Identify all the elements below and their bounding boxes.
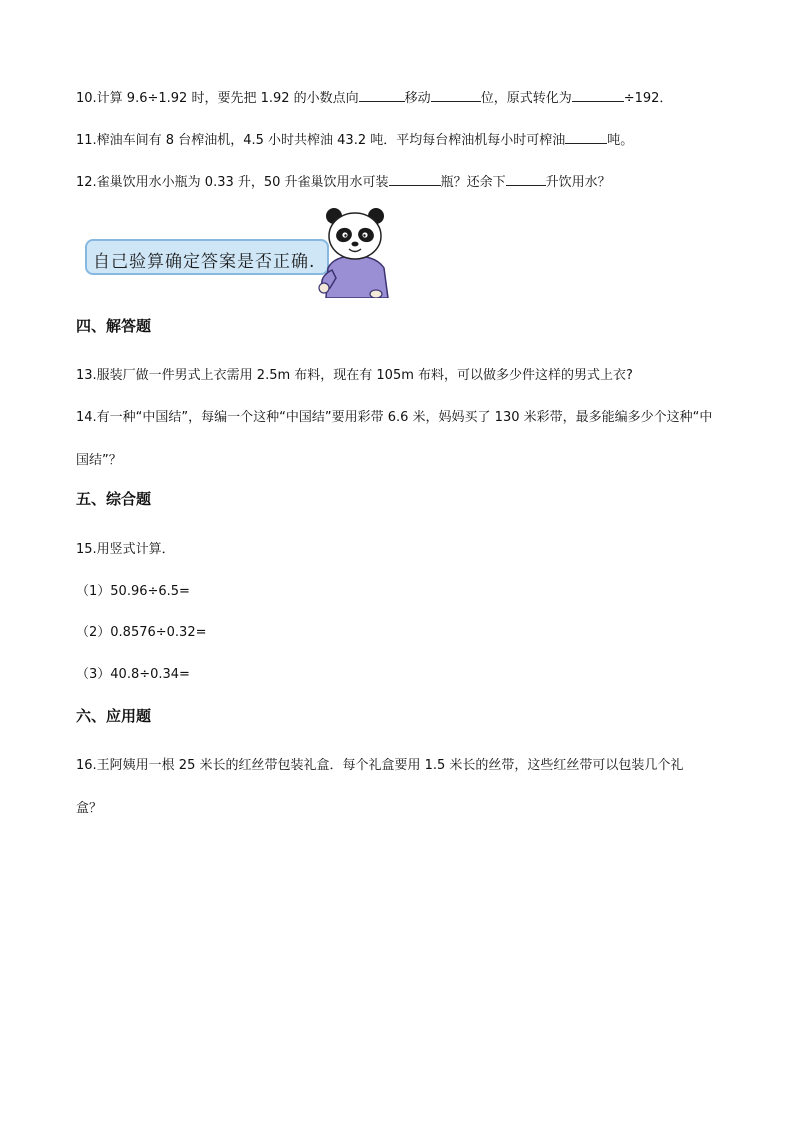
question-16-line-2: 盒？	[76, 801, 103, 816]
question-15-item-1: （1）50.96÷6.5=	[76, 584, 190, 599]
q10-text-4: ÷192．	[623, 91, 673, 106]
section-heading-5: 五、综合题	[76, 490, 152, 508]
question-14-line-2: 国结”？	[76, 453, 122, 468]
question-10	[76, 89, 672, 107]
tip-bubble	[85, 239, 329, 275]
section-heading-6: 六、应用题	[76, 707, 152, 725]
question-15-item-2: （2）0.8576÷0.32=	[76, 625, 207, 640]
tip-text: 自己验算确定答案是否正确.	[93, 252, 316, 272]
q12-text-3: 升饮用水？	[545, 175, 611, 190]
q11-blank-1[interactable]	[565, 131, 607, 144]
q10-text-2: 移动	[404, 91, 431, 106]
question-14-line-1: 14.有一种“中国结”，每编一个这种“中国结”要用彩带 6.6 米，妈妈买了 130 米彩带，最多能编多少个这种“中	[76, 410, 713, 425]
question-16-line-1: 16.王阿姨用一根 25 米长的红丝带包装礼盒．每个礼盒要用 1.5 米长的丝带，这些红丝带可以包装几个礼	[76, 758, 684, 773]
q10-text-3: 位，原式转化为	[480, 91, 572, 106]
q10-text-1: 10.计算 9.6÷1.92 时，要先把 1.92 的小数点向	[76, 91, 359, 106]
q11-text-2: 吨。	[607, 133, 634, 148]
q12-blank-1[interactable]	[389, 173, 441, 186]
section-heading-4: 四、解答题	[76, 317, 152, 335]
question-13: 13.服装厂做一件男式上衣需用 2.5m 布料，现在有 105m 布料，可以做多少件这样的男式上衣?	[76, 368, 633, 383]
question-12	[76, 173, 611, 191]
panda-illustration	[314, 206, 396, 298]
q10-blank-2[interactable]	[431, 89, 481, 102]
question-15-title: 15.用竖式计算．	[76, 542, 175, 557]
q12-blank-2[interactable]	[506, 173, 546, 186]
question-11	[76, 131, 633, 149]
q11-text-1: 11.榨油车间有 8 台榨油机，4.5 小时共榨油 43.2 吨．平均每台榨油机每小时可榨油	[76, 133, 566, 148]
q10-blank-3[interactable]	[572, 89, 624, 102]
q12-text-1: 12.雀巢饮用水小瓶为 0.33 升，50 升雀巢饮用水可装	[76, 175, 389, 190]
q10-blank-1[interactable]	[359, 89, 405, 102]
question-15-item-3: （3）40.8÷0.34=	[76, 667, 190, 682]
q12-text-2: 瓶？还余下	[440, 175, 506, 190]
